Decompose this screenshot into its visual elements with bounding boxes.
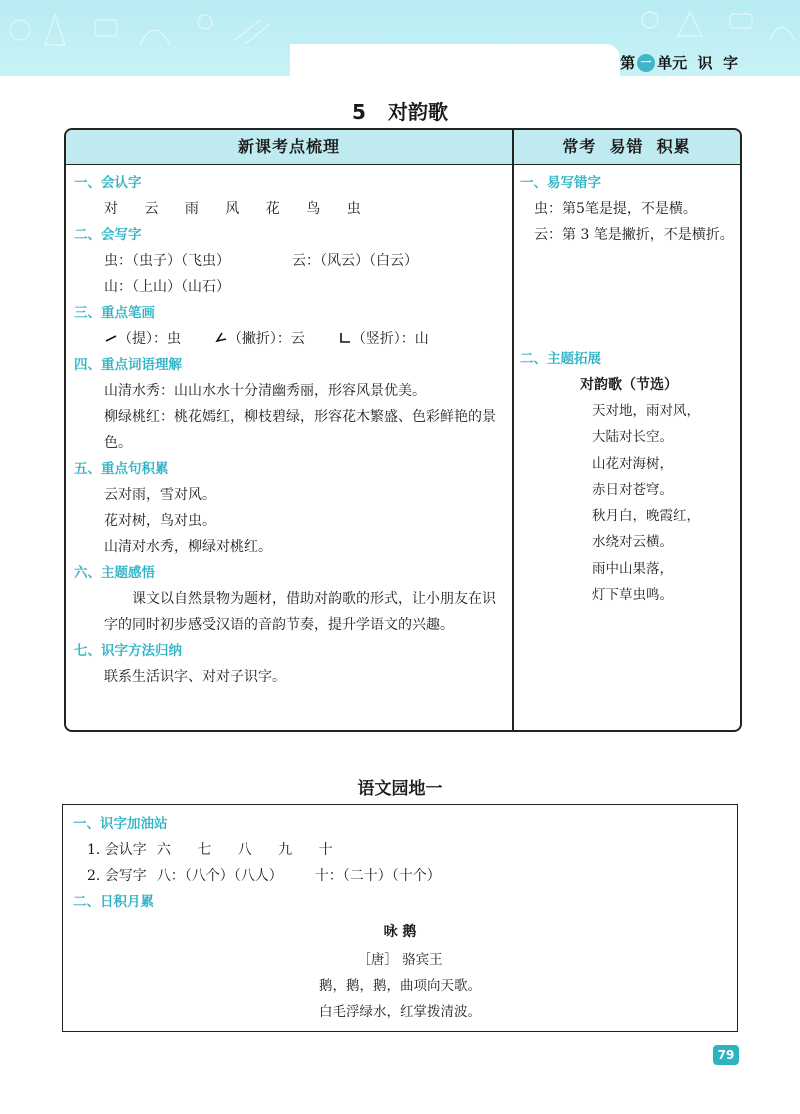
section-heading: 一、会认字 <box>74 175 142 191</box>
right-column <box>520 170 738 608</box>
garden-title: 语文园地一 <box>357 779 443 799</box>
error-tip: 虫：第5笔是提，不是横。 <box>534 201 697 217</box>
section-heading: 一、易写错字 <box>520 175 601 191</box>
strokes-line <box>74 326 504 352</box>
recognize-chars: 六 七 八 九 十 <box>156 842 344 858</box>
unit-prefix: 第 <box>620 54 636 72</box>
section-heading: 三、重点笔画 <box>74 305 155 321</box>
unit-suffix: 单元 识 字 <box>657 54 738 72</box>
stroke-piezhe-icon <box>214 331 228 345</box>
recognize-line <box>73 837 727 863</box>
section-heading: 一、识字加油站 <box>73 816 168 832</box>
stroke-shuzhe-label: （竖折）：山 <box>351 331 429 347</box>
section-heading: 七、识字方法归纳 <box>74 643 182 659</box>
write-char-shan: 山：（上山）（山石） <box>104 279 230 295</box>
word-explanation: 山清水秀：山山水水十分清幽秀丽，形容风景优美。 <box>104 383 426 399</box>
extension-poem-title: 对韵歌（节选） <box>580 377 678 393</box>
header-tab <box>290 44 620 76</box>
write-chars-line <box>74 248 504 274</box>
write-line <box>73 863 727 889</box>
column-divider <box>512 130 514 730</box>
poem-line: 山花对海树， <box>592 455 673 472</box>
garden-box <box>62 804 738 1032</box>
spacer <box>520 248 738 346</box>
stroke-piezhe-label: （撇折）：云 <box>227 331 305 347</box>
section-heading: 二、会写字 <box>74 227 142 243</box>
write-label: 2. 会写字 <box>87 868 147 884</box>
section-heading: 六、主题感悟 <box>74 565 155 581</box>
header-band <box>0 0 800 76</box>
poem-line: 大陆对长空。 <box>592 429 673 446</box>
key-sentence: 山清对水秀，柳绿对桃红。 <box>104 539 272 555</box>
key-sentence: 云对雨，雪对风。 <box>104 487 216 503</box>
unit-label <box>620 52 738 73</box>
page-number: 79 <box>713 1045 739 1065</box>
poem-line: 灯下草虫鸣。 <box>592 587 673 604</box>
word-explanation: 柳绿桃红：桃花嫣红，柳枝碧绿，形容花木繁盛、色彩鲜艳的景色。 <box>104 409 496 451</box>
write-char-chong: 虫：（虫子）（飞虫） <box>104 253 230 269</box>
poem-line: 赤日对苍穹。 <box>592 481 673 498</box>
method-summary: 联系生活识字、对对子识字。 <box>104 669 286 685</box>
unit-number-badge: 一 <box>637 54 655 72</box>
lesson-summary-table <box>64 128 742 732</box>
section-heading: 五、重点句积累 <box>74 461 169 477</box>
lesson-title <box>0 96 800 125</box>
write-char-ba: 八：（八个）（八人） <box>156 868 283 884</box>
section-heading: 四、重点词语理解 <box>74 357 182 373</box>
section-heading: 二、主题拓展 <box>520 351 601 367</box>
recognize-label: 1. 会认字 <box>87 842 147 858</box>
stroke-ti-icon <box>104 331 118 345</box>
poem-line: 雨中山果落， <box>592 560 673 577</box>
poem-author: ［唐］ 骆宾王 <box>357 952 443 968</box>
lesson-title-text: 对韵歌 <box>387 100 448 124</box>
poem-title: 咏 鹅 <box>383 924 417 940</box>
write-char-yun: 云：（风云）（白云） <box>292 253 418 269</box>
recognize-chars: 对 云 雨 风 花 鸟 虫 <box>104 201 372 217</box>
write-char-shi: 十：（二十）（十个） <box>314 868 441 884</box>
error-tip: 云：第 3 笔是撇折，不是横折。 <box>534 227 734 243</box>
lesson-number: 5 <box>352 100 366 124</box>
key-sentence: 花对树，鸟对虫。 <box>104 513 216 529</box>
theme-paragraph: 课文以自然景物为题材，借助对韵歌的形式，让小朋友在识字的同时初步感受汉语的音韵节奏，提升学语文的兴趣。 <box>104 591 496 633</box>
left-column <box>74 170 504 690</box>
poem-line: 秋月白，晚霞红， <box>592 508 700 525</box>
poem-line: 白毛浮绿水，红掌拨清波。 <box>319 1004 481 1020</box>
column-header-left: 新课考点梳理 <box>66 130 512 165</box>
poem-line: 天对地，雨对风， <box>592 403 700 419</box>
poem-line: 水绕对云横。 <box>592 534 673 551</box>
section-heading: 二、日积月累 <box>73 894 154 910</box>
poem-line: 鹅，鹅，鹅，曲项向天歌。 <box>319 978 481 994</box>
column-header-right: 常考 易错 积累 <box>513 130 740 165</box>
stroke-shuzhe-icon <box>338 331 352 345</box>
stroke-ti-label: （提）：虫 <box>118 331 181 347</box>
